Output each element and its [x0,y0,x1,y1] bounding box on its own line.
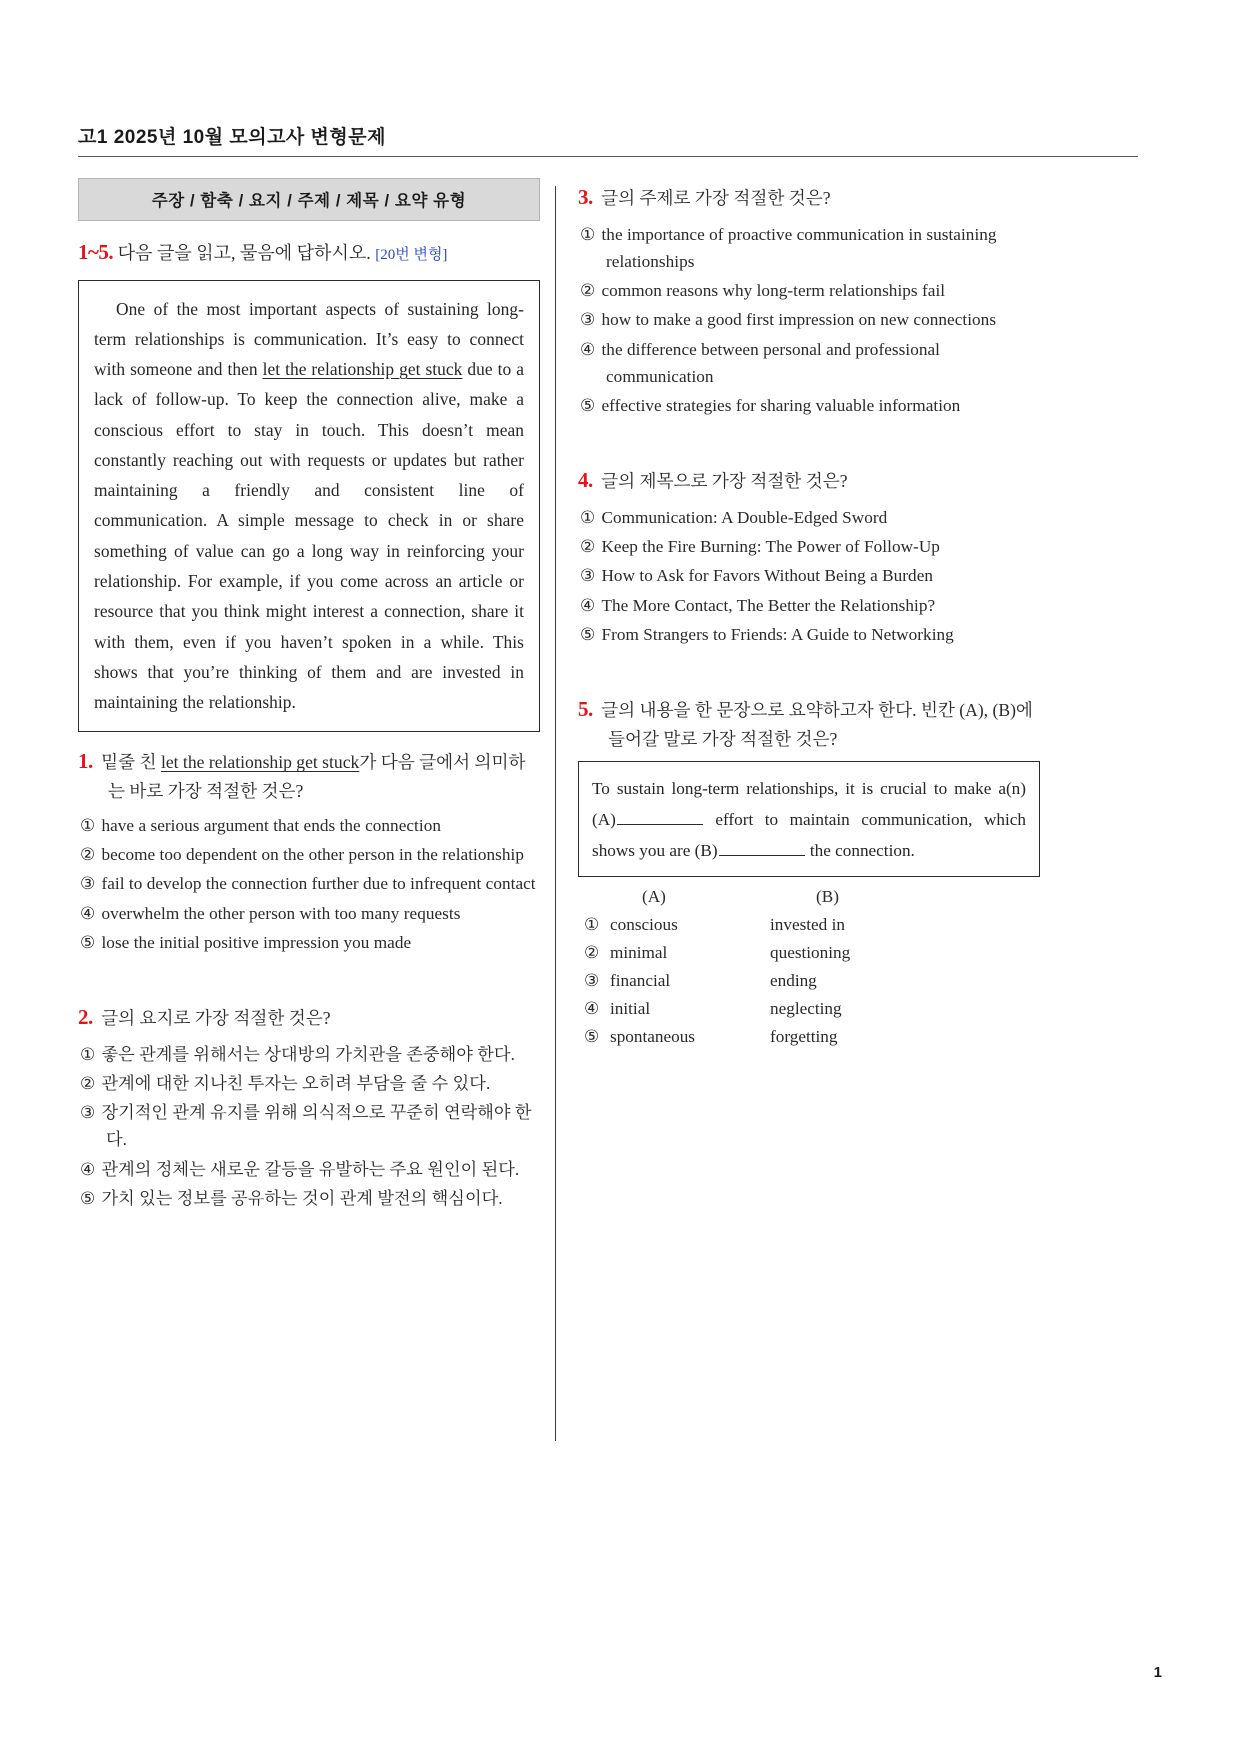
question-1-stem-post: 가 다음 글에서 의미하는 바로 가장 적절한 것은? [108,752,526,802]
choice-text: 관계의 정체는 새로운 갈등을 유발하는 주요 원인이 된다. [101,1159,520,1179]
choice-marker: ② [580,281,596,301]
table-row[interactable] [584,911,1040,939]
summary-segment-3: the connection. [805,841,915,861]
question-4-choice-1[interactable] [580,504,1040,531]
blank-b [719,839,805,856]
question-1-stem-underline: let the relationship get stuck [160,752,360,773]
answer-options-table [584,883,1040,1050]
row-value-a: financial [610,970,671,990]
instruction-line [78,237,540,269]
page-number: 1 [1153,1664,1162,1681]
question-3-stem [578,182,1040,214]
choice-marker: ① [80,816,96,836]
choice-text: How to Ask for Favors Without Being a Burden [601,566,934,586]
row-marker: ⑤ [584,1026,600,1046]
choice-marker: ⑤ [580,395,596,415]
question-4-choice-2[interactable] [580,533,1040,560]
question-1-choice-1[interactable] [80,812,540,839]
row-value-a: minimal [610,943,668,963]
question-3-stem-text: 글의 주제로 가장 적절한 것은? [601,188,831,208]
question-3-choice-1[interactable] [580,221,1040,275]
question-1-stem [78,746,540,805]
choice-text: 좋은 관계를 위해서는 상대방의 가치관을 존중해야 한다. [101,1044,515,1064]
question-1-stem-pre: 밑줄 친 [101,752,161,773]
choice-marker: ② [580,537,596,557]
choice-marker: ③ [580,310,596,330]
passage-box [78,280,540,733]
page-title: 고1 2025년 10월 모의고사 변형문제 [78,127,386,148]
question-4 [578,465,1040,648]
row-value-a: spontaneous [610,1026,695,1046]
question-3-choice-4[interactable] [580,336,1040,390]
row-marker: ④ [584,998,600,1018]
question-5-stem-text: 글의 내용을 한 문장으로 요약하고자 한다. 빈칸 (A), (B)에 들어갈 말로 가장 적절한 것은? [601,699,1033,749]
question-2-stem-text: 글의 요지로 가장 적절한 것은? [101,1007,331,1028]
blank-a [617,807,703,824]
question-3-number: 3. [578,185,593,209]
summary-segment-1: To sustain long-term relationships, it is crucial to make a(n) (A) [592,778,1026,829]
passage-part-2: due to a lack of follow-up. To keep the connection alive, make a conscious effort to stay in touch. This doesn’t mean constantly reaching out with requests or updates but rather maintaining a friendly and consistent line of communication. A simple message to check in or share something of value can go a long way in reinforcing your relationship. For example, if you come across an article or resource that you think might interest a connection, share it with them, even if you haven’t spoken in a while. This shows that you’re thinking of them and are invested in maintaining the relationship. [94,359,524,713]
question-2-stem [78,1002,540,1034]
variation-note: [20번 변형] [375,247,448,263]
instruction-text: 다음 글을 읽고, 물음에 답하시오. [117,243,371,263]
question-1-choice-5[interactable] [80,929,540,956]
choice-text: the difference between personal and professional communication [601,339,940,386]
choice-marker: ④ [580,339,596,359]
header-divider [78,156,1138,157]
row-value-b: invested in [770,915,845,935]
question-3-choice-3[interactable] [580,306,1040,333]
question-5 [578,694,1040,1051]
choice-text: become too dependent on the other person in the relationship [101,845,525,865]
question-type-banner: 주장 / 함축 / 요지 / 주제 / 제목 / 요약 유형 [78,178,540,221]
question-1-choice-3[interactable] [80,870,540,897]
choice-text: overwhelm the other person with too many requests [101,903,461,923]
two-column-body [78,178,1140,1438]
choice-marker: ③ [80,874,96,894]
table-row[interactable] [584,967,1040,995]
question-2-number: 2. [78,1004,93,1029]
choice-marker: ④ [80,1159,96,1179]
question-2 [78,1002,540,1212]
column-divider [555,186,556,1441]
question-2-choice-2[interactable] [80,1070,540,1097]
choice-text: 관계에 대한 지나친 투자는 오히려 부담을 줄 수 있다. [101,1074,491,1094]
row-value-b: questioning [770,943,851,963]
table-row[interactable] [584,939,1040,967]
question-5-number: 5. [578,696,593,721]
row-value-a: conscious [610,915,678,935]
question-1-choice-4[interactable] [80,900,540,927]
question-1-choice-2[interactable] [80,841,540,868]
spacer [578,650,1040,672]
choice-text: common reasons why long-term relationships fail [601,281,946,301]
choice-text: how to make a good first impression on new connections [601,310,997,330]
right-column [578,178,1040,1051]
table-header-row [584,883,1040,911]
choice-marker: ③ [80,1103,96,1123]
passage-part-1: One of the most important aspects of sustaining long-term relationships is communication. It’s easy to connect with someone and then [94,298,524,380]
row-marker: ① [584,915,600,935]
row-value-b: ending [770,970,817,990]
question-range: 1~5. [78,240,114,264]
choice-text: 가치 있는 정보를 공유하는 것이 관계 발전의 핵심이다. [101,1188,503,1208]
question-4-number: 4. [578,468,593,493]
choice-marker: ③ [580,566,596,586]
choice-text: Keep the Fire Burning: The Power of Follow-Up [601,537,940,557]
question-2-choice-1[interactable] [80,1041,540,1068]
question-4-stem-text: 글의 제목으로 가장 적절한 것은? [601,471,848,492]
choice-text: lose the initial positive impression you made [101,932,412,952]
choice-marker: ① [580,224,596,244]
question-4-choice-4[interactable] [580,592,1040,619]
question-4-stem [578,465,1040,497]
question-3-choice-5[interactable] [580,392,1040,419]
question-4-choice-3[interactable] [580,562,1040,589]
summary-text [592,773,1026,867]
passage-text [94,294,524,718]
choice-marker: ④ [580,595,596,615]
question-2-choice-3[interactable] [80,1099,540,1153]
choice-text: fail to develop the connection further due to infrequent contact [101,874,536,894]
choice-text: effective strategies for sharing valuable information [601,395,961,415]
choice-text: the importance of proactive communication in sustaining relationships [601,224,997,272]
row-value-b: forgetting [770,1026,838,1046]
choice-marker: ② [80,1074,96,1094]
row-marker: ② [584,943,600,963]
choice-marker: ④ [80,903,96,923]
question-5-stem [578,694,1040,753]
row-value-b: neglecting [770,998,842,1018]
spacer [78,958,540,980]
question-1 [78,746,540,956]
choice-text: have a serious argument that ends the connection [101,816,441,836]
choice-marker: ① [580,508,596,528]
row-marker: ③ [584,970,600,990]
choice-text: Communication: A Double-Edged Sword [601,508,888,528]
choice-marker: ② [80,845,96,865]
table-row[interactable] [584,1023,1040,1051]
column-header-b: (B) [816,887,839,907]
summary-segment-2: effort to maintain communication, which shows you are (B) [592,809,1026,861]
question-1-number: 1. [78,749,93,774]
row-value-a: initial [610,998,651,1018]
table-row[interactable] [584,995,1040,1023]
question-4-choice-5[interactable] [580,621,1040,648]
choice-text: The More Contact, The Better the Relationship? [601,595,936,615]
spacer [578,421,1040,443]
left-column [78,178,540,1214]
question-3 [578,182,1040,419]
question-2-choice-4[interactable] [80,1156,540,1183]
header-marker-cell [584,883,610,911]
choice-marker: ⑤ [580,624,596,644]
choice-marker: ① [80,1044,96,1064]
choice-marker: ⑤ [80,932,96,952]
choice-marker: ⑤ [80,1188,96,1208]
summary-box [578,761,1040,878]
document-header [78,122,1138,157]
question-3-choice-2[interactable] [580,277,1040,304]
question-2-choice-5[interactable] [80,1185,540,1212]
column-header-a: (A) [642,887,666,907]
choice-text: 장기적인 관계 유지를 위해 의식적으로 꾸준히 연락해야 한다. [101,1103,532,1150]
passage-underlined-phrase: let the relationship get stuck [262,359,463,380]
choice-text: From Strangers to Friends: A Guide to Networking [601,624,954,644]
